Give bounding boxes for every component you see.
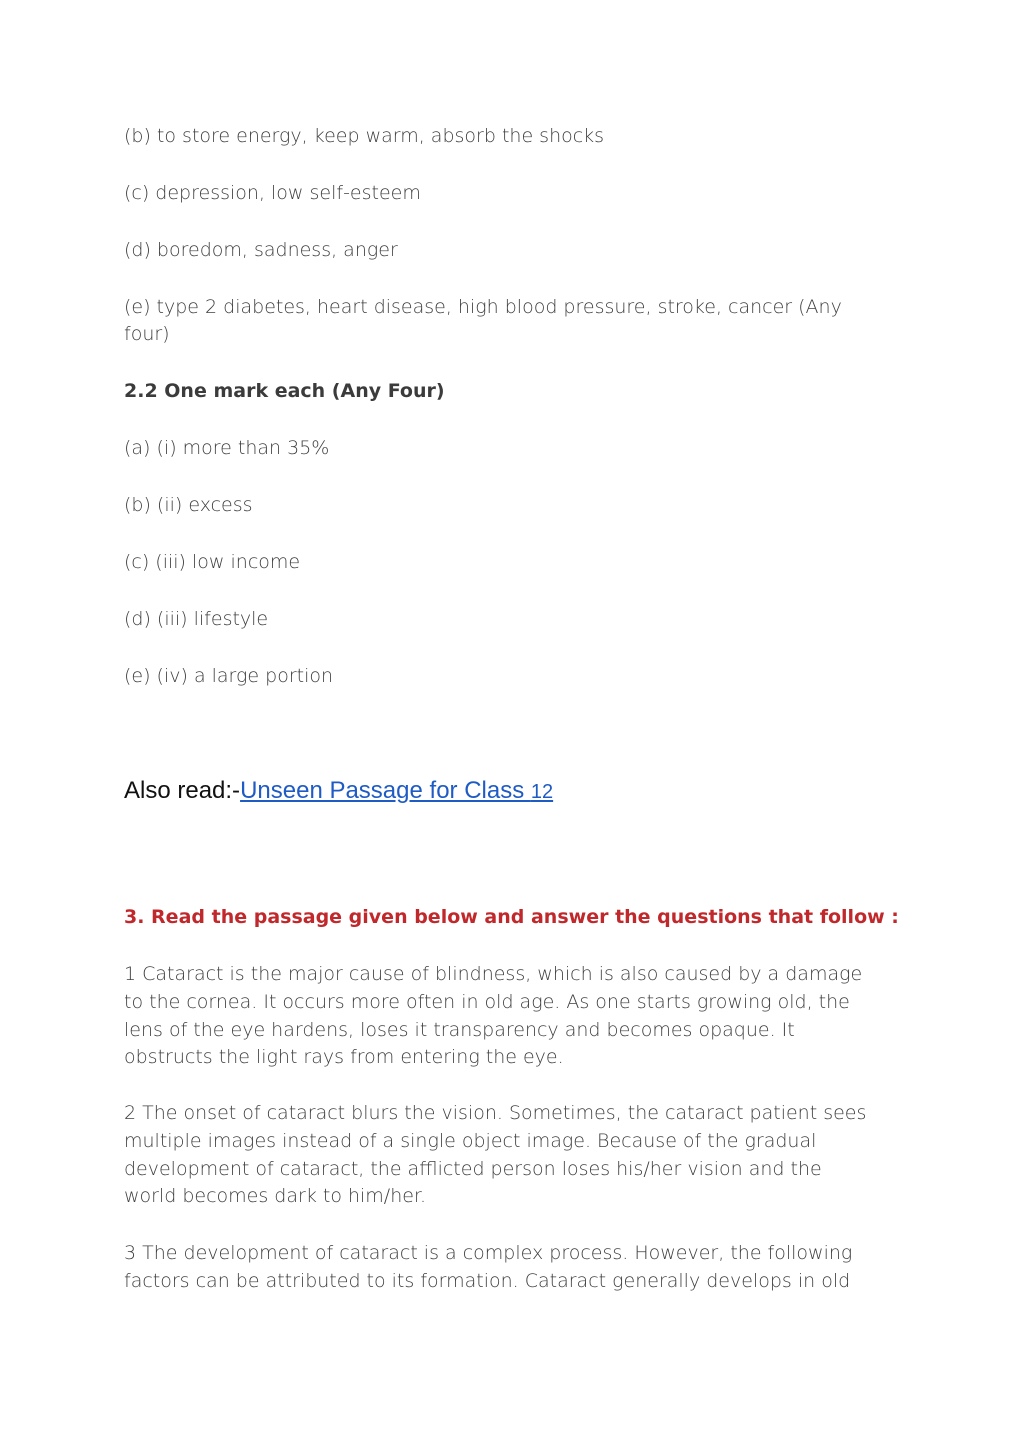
answer-2-1-e-line2: four) xyxy=(124,323,170,345)
paragraph-3-line: factors can be attributed to its formation. Cataract generally develops in old xyxy=(124,1269,851,1292)
paragraph-1-line: obstructs the light rays from entering the eye. xyxy=(124,1046,564,1069)
paragraph-2-line: multiple images instead of a single object image. Because of the gradual xyxy=(124,1129,817,1152)
paragraph-2-line: 2 The onset of cataract blurs the vision. Sometimes, the cataract patient sees xyxy=(124,1102,867,1124)
answer-2-1-c: (c) depression, low self-esteem xyxy=(124,182,421,204)
paragraph-2-line: development of cataract, the afflicted person loses his/her vision and the xyxy=(124,1157,822,1180)
answer-2-1-d: (d) boredom, sadness, anger xyxy=(124,239,398,261)
section-3-heading: 3. Read the passage given below and answer the questions that follow : xyxy=(124,906,899,928)
unseen-passage-link-text: Unseen Passage for Class xyxy=(240,777,531,804)
unseen-passage-link[interactable] xyxy=(240,777,553,804)
also-read-line xyxy=(124,776,553,807)
answer-2-1-e-line1: (e) type 2 diabetes, heart disease, high blood pressure, stroke, cancer (Any xyxy=(124,296,842,318)
section-2-2-item-e: (e) (iv) a large portion xyxy=(124,665,334,687)
paragraph-1-line: 1 Cataract is the major cause of blindness, which is also caused by a damage xyxy=(124,963,863,985)
passage-paragraph-3 xyxy=(124,1240,894,1296)
section-2-2-item-a: (a) (i) more than 35% xyxy=(124,437,330,459)
section-2-2-item-c: (c) (iii) low income xyxy=(124,551,301,573)
section-2-2-item-d: (d) (iii) lifestyle xyxy=(124,608,269,630)
also-read-prefix: Also read:- xyxy=(124,777,241,804)
paragraph-1-line: lens of the eye hardens, loses it transparency and becomes opaque. It xyxy=(124,1018,795,1041)
answer-2-1-b: (b) to store energy, keep warm, absorb the shocks xyxy=(124,125,605,147)
section-2-2-heading: 2.2 One mark each (Any Four) xyxy=(124,380,445,402)
paragraph-3-line: 3 The development of cataract is a complex process. However, the following xyxy=(124,1242,853,1264)
paragraph-2-line: world becomes dark to him/her. xyxy=(124,1185,427,1208)
unseen-passage-link-class-number: 12 xyxy=(530,781,554,803)
passage-paragraph-1 xyxy=(124,961,894,1072)
paragraph-1-line: to the cornea. It occurs more often in old age. As one starts growing old, the xyxy=(124,990,850,1013)
passage-paragraph-2 xyxy=(124,1100,894,1211)
section-2-2-item-b: (b) (ii) excess xyxy=(124,494,253,516)
